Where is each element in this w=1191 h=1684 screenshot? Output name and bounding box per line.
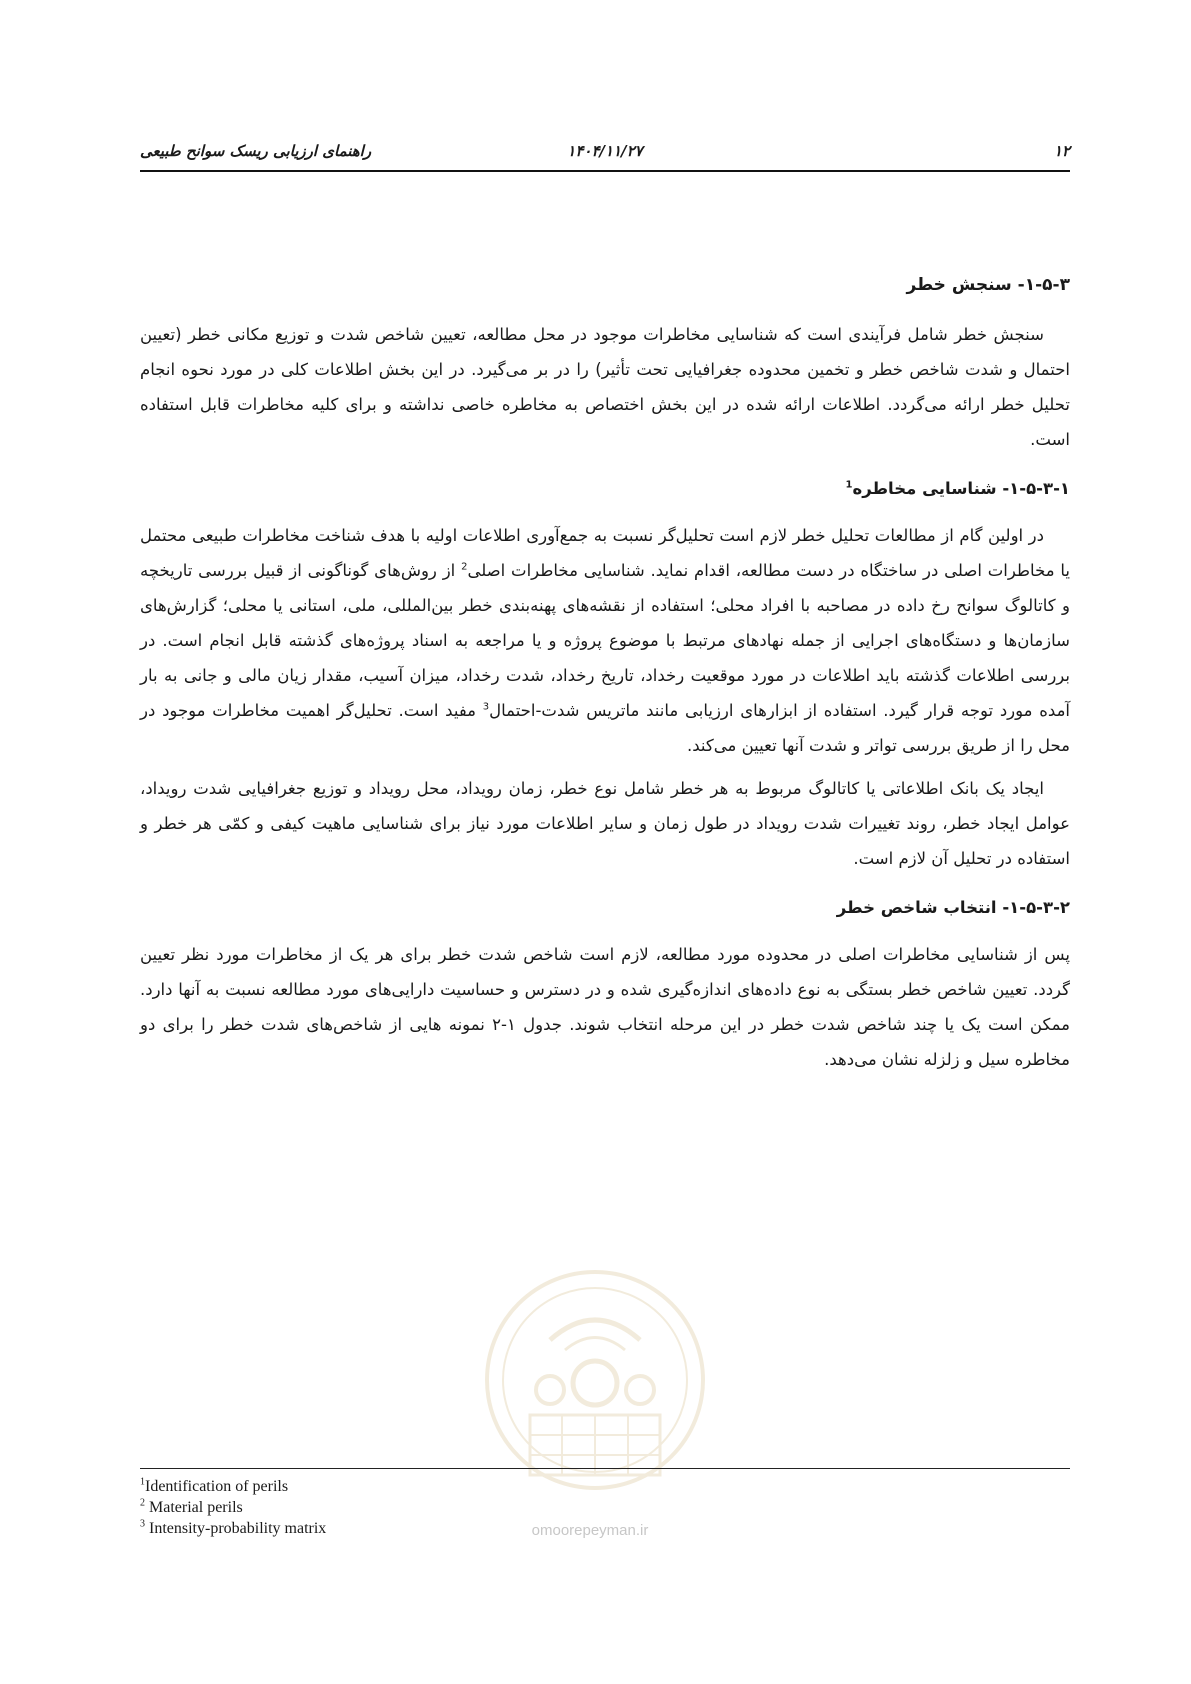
paragraph-text: در اولین گام از مطالعات تحلیل خطر لازم است تحلیل‌گر نسبت به جمع‌آوری اطلاعات اولیه با هدف شناخت مخاطرات طبیعی محتمل یا مخاطرات اصلی در ساختگاه در دست مطالعه، اقدام نماید. شناسایی مخاطرات اصلی xyxy=(140,526,1070,580)
footnotes xyxy=(140,1476,740,1539)
paragraph: ایجاد یک بانک اطلاعاتی یا کاتالوگ مربوط به هر خطر شامل نوع خطر، زمان رویداد، محل رویداد و توزیع جغرافیایی شدت رویداد، عوامل ایجاد خطر، روند تغییرات شدت رویداد در طول زمان و سایر اطلاعات مورد نیاز برای شناسایی ماهیت کیفی و کمّی هر خطر و استفاده در تحلیل آن لازم است. xyxy=(140,779,1070,868)
footnote-ref: 3 xyxy=(482,701,490,713)
paragraph: سنجش خطر شامل فرآیندی است که شناسایی مخاطرات موجود در محل مطالعه، تعیین شاخص شدت و توزیع مکانی خطر (تعیین احتمال و شدت شاخص خطر و تخمین محدوده جغرافیایی تحت تأثیر) را در بر می‌گیرد. در این بخش اطلاعات کلی در مورد نحوه انجام تحلیل خطر ارائه می‌گردد. اطلاعات ارائه شده در این بخش اختصاص به مخاطره خاصی نداشته و برای کلیه مخاطرات قابل استفاده است. xyxy=(140,325,1070,449)
section-heading-risk-assessment: ۱-۵-۳- سنجش خطر xyxy=(906,275,1070,295)
header-date: ۱۴۰۴/۱۱/۲۷ xyxy=(567,142,643,160)
footnote xyxy=(140,1497,740,1518)
header-divider xyxy=(140,170,1070,172)
paragraph-text: مفید است. تحلیل‌گر اهمیت مخاطرات موجود در محل را از طریق بررسی تواتر و شدت آنها تعیین می‌کند. xyxy=(140,701,1070,755)
footnote xyxy=(140,1518,740,1539)
footnote-number: 1 xyxy=(140,1476,145,1488)
subsection-heading-text: ۱-۵-۳-۱- شناسایی مخاطره xyxy=(852,479,1070,498)
footnote-text: Identification of perils xyxy=(145,1478,289,1495)
watermark-url: omoorepeyman.ir xyxy=(531,1522,649,1539)
footnote-ref: 2 xyxy=(461,561,468,573)
footnote xyxy=(140,1476,740,1497)
subsection-heading-hazard-index: ۱-۵-۳-۲- انتخاب شاخص خطر xyxy=(836,898,1070,917)
paragraph xyxy=(140,518,1070,763)
footnote-text: Intensity-probability matrix xyxy=(145,1520,327,1537)
footnote-divider xyxy=(140,1468,1070,1469)
paragraph: پس از شناسایی مخاطرات اصلی در محدوده مورد مطالعه، لازم است شاخص شدت خطر برای هر یک از مخاطرات مورد نظر تعیین گردد. تعیین شاخص خطر بستگی به نوع داده‌های اندازه‌گیری شده و در دسترس و حساسیت دارایی‌های مورد مطالعه نسبت به آنها دارد. ممکن است یک یا چند شاخص شدت خطر در این مرحله انتخاب شوند. جدول ۱-۲ نمونه هایی از شاخص‌های شدت خطر را برای دو مخاطره سیل و زلزله نشان می‌دهد. xyxy=(140,945,1070,1069)
page-body xyxy=(140,268,1070,1085)
page-number: ۱۲ xyxy=(1053,142,1070,160)
footnote-number: 2 xyxy=(140,1497,145,1509)
paragraph-text: از روش‌های گوناگونی از قبیل بررسی تاریخچه و کاتالوگ سوانح رخ داده در مصاحبه با افراد محلی؛ استفاده از نقشه‌های پهنه‌بندی خطر بین‌المللی، ملی، استانی یا محلی؛ گزارش‌های سازمان‌ها و دستگاه‌های اجرایی از جمله نهادهای مرتبط با موضوع پروژه و یا مراجعه به اسناد پروژه‌های گذشته قابل انجام است. در بررسی اطلاعات گذشته باید اطلاعات در مورد موقعیت رخداد، تاریخ رخداد، شدت رخداد، میزان آسیب، مقدار زیان مالی و جانی به بار آمده مورد توجه قرار گیرد. استفاده از ابزارهای ارزیابی مانند ماتریس شدت-احتمال xyxy=(140,561,1070,720)
footnote-number: 3 xyxy=(140,1518,145,1530)
footnote-text: Material perils xyxy=(145,1499,243,1516)
page-header xyxy=(140,138,1070,172)
footnote-ref: 1 xyxy=(845,479,853,491)
subsection-heading-hazard-identification xyxy=(140,471,1070,506)
document-title: راهنمای ارزیابی ریسک سوانح طبیعی xyxy=(140,142,372,160)
